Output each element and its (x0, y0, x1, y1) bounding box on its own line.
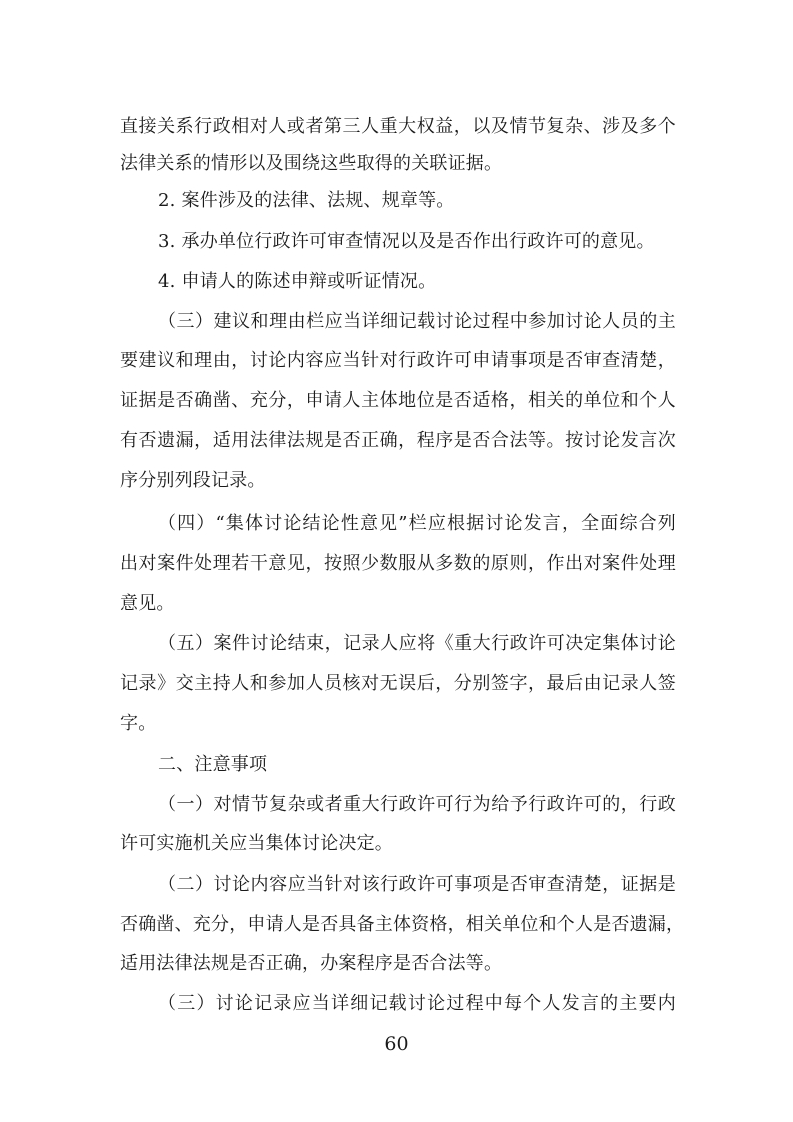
paragraph-line: （二）讨论内容应当针对该行政许可事项是否审查清楚，证据是 (158, 874, 676, 895)
paragraph-line: 有否遗漏，适用法律法规是否正确，程序是否合法等。按讨论发言次 (120, 430, 676, 451)
paragraph-line: 要建议和理由，讨论内容应当针对行政许可申请事项是否审查清楚， (120, 350, 676, 371)
paragraph-line: （三）建议和理由栏应当详细记载讨论过程中参加讨论人员的主 (158, 311, 676, 332)
paragraph-line: 否确凿、充分，申请人是否具备主体资格，相关单位和个人是否遗漏， (120, 914, 685, 935)
paragraph-line: 法律关系的情形以及围绕这些取得的关联证据。 (120, 153, 503, 174)
paragraph-line: （四）“集体讨论结论性意见”栏应根据讨论发言，全面综合列 (158, 513, 676, 534)
list-item: 4. 申请人的陈述申辩或听证情况。 (158, 271, 437, 292)
paragraph-line: 直接关系行政相对人或者第三人重大权益，以及情节复杂、涉及多个 (120, 116, 676, 137)
paragraph-line: 出对案件处理若干意见，按照少数服从多数的原则，作出对案件处理 (120, 553, 676, 574)
section-heading: 二、注意事项 (158, 754, 268, 775)
paragraph-line: 证据是否确凿、充分，申请人主体地位是否适格，相关的单位和个人 (120, 390, 676, 411)
paragraph-line: 序分别列段记录。 (120, 470, 266, 491)
paragraph-line: 适用法律法规是否正确，办案程序是否合法等。 (120, 953, 503, 974)
list-item: 2. 案件涉及的法律、法规、规章等。 (158, 190, 455, 211)
paragraph-line: 许可实施机关应当集体讨论决定。 (120, 833, 393, 854)
paragraph-line: （五）案件讨论结束，记录人应将《重大行政许可决定集体讨论 (158, 633, 676, 654)
paragraph-line: （三）讨论记录应当详细记载讨论过程中每个人发言的主要内 (158, 993, 676, 1014)
paragraph-line: 字。 (120, 713, 157, 734)
paragraph-line: 记录》交主持人和参加人员核对无误后，分别签字，最后由记录人签 (120, 673, 676, 694)
list-item: 3. 承办单位行政许可审查情况以及是否作出行政许可的意见。 (158, 231, 655, 252)
paragraph-line: （一）对情节复杂或者重大行政许可行为给予行政许可的，行政 (158, 794, 676, 815)
paragraph-line: 意见。 (120, 593, 175, 614)
page-number: 60 (384, 1033, 409, 1055)
